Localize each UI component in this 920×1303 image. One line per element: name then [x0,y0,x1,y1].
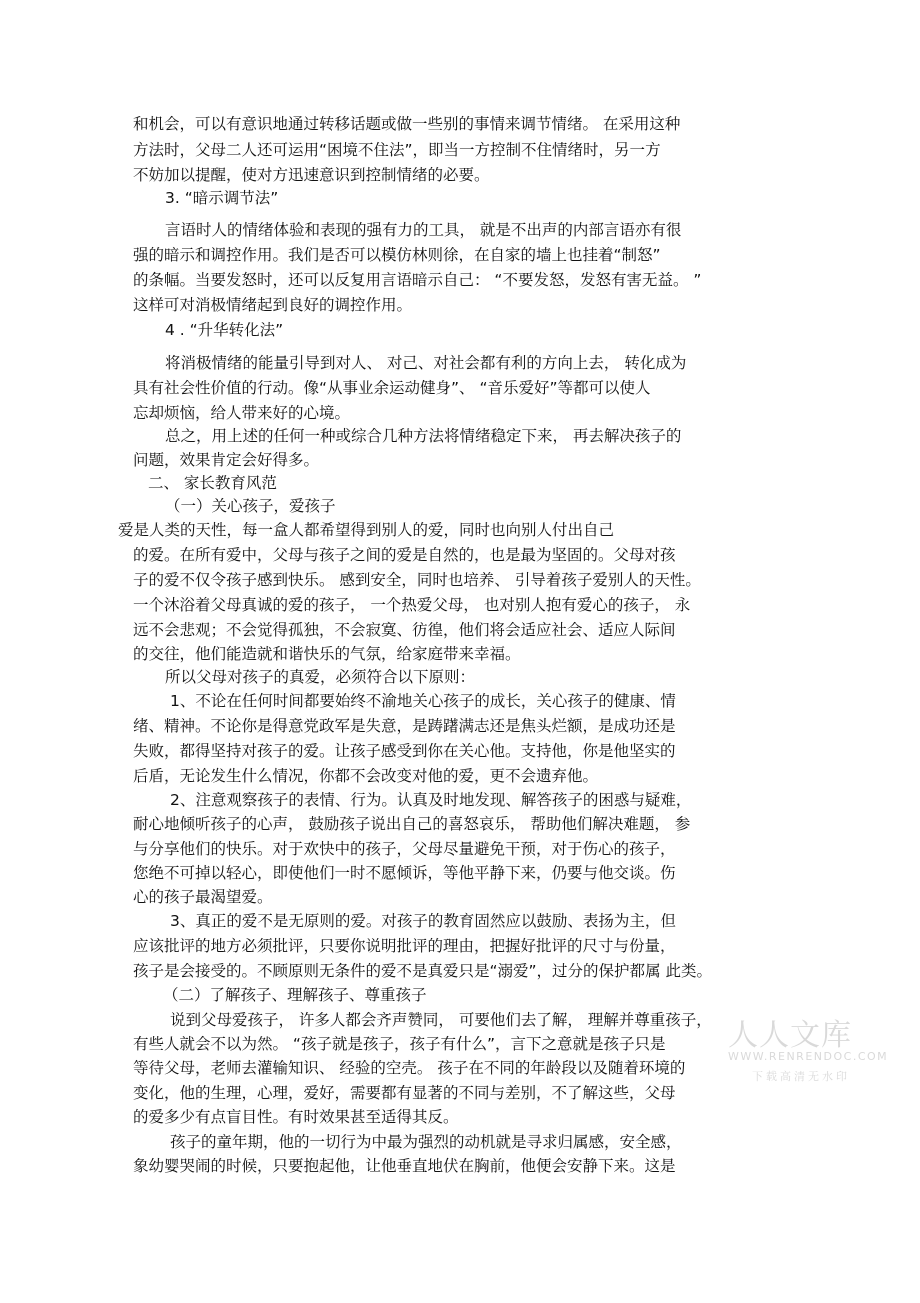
text-line: 强的暗示和调控作用。我们是否可以模仿林则徐，在自家的墙上也挂着“制怒” [133,246,661,264]
text-line: 总之，用上述的任何一种或综合几种方法将情绪稳定下来， 再去解决孩子的 [165,427,682,445]
text-line: 象幼婴哭闹的时候，只要抱起他，让他垂直地伏在胸前，他便会安静下来。这是 [133,1157,676,1175]
text-line: 和机会，可以有意识地通过转移话题或做一些别的事情来调节情绪。 在采用这种 [133,115,681,133]
text-line: 1、不论在任何时间都要始终不渝地关心孩子的成长，关心孩子的健康、情 [170,692,676,710]
text-line: 2、注意观察孩子的表情、行为。认真及时地发现、解答孩子的困惑与疑难， [170,791,692,809]
section-heading: 4 . “升华转化法” [165,321,284,339]
text-line: 一个沐浴着父母真诚的爱的孩子， 一个热爱父母， 也对别人抱有爱心的孩子， 永 [133,596,691,614]
text-line: 子的爱不仅令孩子感到快乐。 感到安全，同时也培养、 引导着孩子爱别人的天性。 [133,571,701,589]
text-line: 耐心地倾听孩子的心声， 鼓励孩子说出自己的喜怒哀乐， 帮助他们解决难题， 参 [133,815,691,833]
watermark-logo: 人人文库 [728,1018,852,1053]
text-line: 的交往，他们能造就和谐快乐的气氛，给家庭带来幸福。 [133,645,521,663]
text-line: 这样可对消极情绪起到良好的调控作用。 [133,296,413,314]
chapter-heading: 二、 家长教育风范 [148,474,277,492]
text-line: 所以父母对孩子的真爱，必须符合以下原则： [165,668,476,686]
section-heading: 3. “暗示调节法” [165,189,279,207]
text-line: 忘却烦恼，给人带来好的心境。 [133,404,351,422]
text-line: 后盾，无论发生什么情况，你都不会改变对他的爱，更不会遗弃他。 [133,767,599,785]
subsection-heading: （二）了解孩子、理解孩子、尊重孩子 [163,986,427,1004]
text-line: 3、真正的爱不是无原则的爱。对孩子的教育固然应以鼓励、表扬为主，但 [170,912,676,930]
watermark-note: 下载高清无水印 [752,1070,850,1083]
text-line: 等待父母，老师去灌输知识、 经验的空壳。 孩子在不同的年龄段以及随着环境的 [133,1059,686,1077]
text-line: 方法时，父母二人还可运用“困境不住法”，即当一方控制不住情绪时，另一方 [133,141,661,159]
text-line: 的爱多少有点盲目性。有时效果甚至适得其反。 [133,1108,459,1126]
text-line: 心的孩子最渴望爱。 [133,888,273,906]
text-line: 有些人就会不以为然。 “孩子就是孩子，孩子有什么”，言下之意就是孩子只是 [133,1035,666,1053]
text-line: 远不会悲观；不会觉得孤独，不会寂寞、彷徨，他们将会适应社会、适应人际间 [133,621,676,639]
text-line: 说到父母爱孩子， 许多人都会齐声赞同， 可要他们去了解， 理解并尊重孩子， [170,1011,712,1029]
subsection-heading: （一）关心孩子，爱孩子 [165,497,336,515]
text-line: 与分享他们的快乐。对于欢快中的孩子，父母尽量避免干预，对于伤心的孩子， [133,840,676,858]
text-line: 的爱。在所有爱中，父母与孩子之间的爱是自然的，也是最为坚固的。父母对孩 [133,546,676,564]
text-line: 孩子的童年期，他的一切行为中最为强烈的动机就是寻求归属感，安全感， [170,1133,682,1151]
text-line: 您绝不可掉以轻心，即使他们一时不愿倾诉，等他平静下来，仍要与他交谈。伤 [133,864,676,882]
text-line: 的条幅。当要发怒时，还可以反复用言语暗示自己： “不要发怒，发怒有害无益。 ” [133,271,702,289]
text-line: 变化，他的生理，心理，爱好，需要都有显著的不同与差别，不了解这些，父母 [133,1084,676,1102]
text-line: 绪、精神。不论你是得意党政军是失意，是踌躇满志还是焦头烂额，是成功还是 [133,717,676,735]
text-line: 具有社会性价值的行动。像“从事业余运动健身”、 “音乐爱好”等都可以使人 [133,379,651,397]
watermark-url: WWW.RENRENDOC.COM [728,1050,889,1063]
text-line: 不妨加以提醒，使对方迅速意识到控制情绪的必要。 [133,166,490,184]
text-line: 应该批评的地方必须批评，只要你说明批评的理由，把握好批评的尺寸与份量， [133,937,676,955]
text-line: 爱是人类的天性，每一盒人都希望得到别人的爱，同时也向别人付出自己 [118,521,615,539]
text-line: 孩子是会接受的。不顾原则无条件的爱不是真爱只是“溺爱”，过分的保护都属 此类。 [133,962,712,980]
text-line: 言语时人的情绪体验和表现的强有力的工具， 就是不出声的内部言语亦有很 [165,221,682,239]
text-line: 问题，效果肯定会好得多。 [133,451,320,469]
text-line: 失败，都得坚持对孩子的爱。让孩子感受到你在关心他。支持他，你是他坚实的 [133,742,676,760]
text-line: 将消极情绪的能量引导到对人、 对己、对社会都有利的方向上去， 转化成为 [165,354,687,372]
